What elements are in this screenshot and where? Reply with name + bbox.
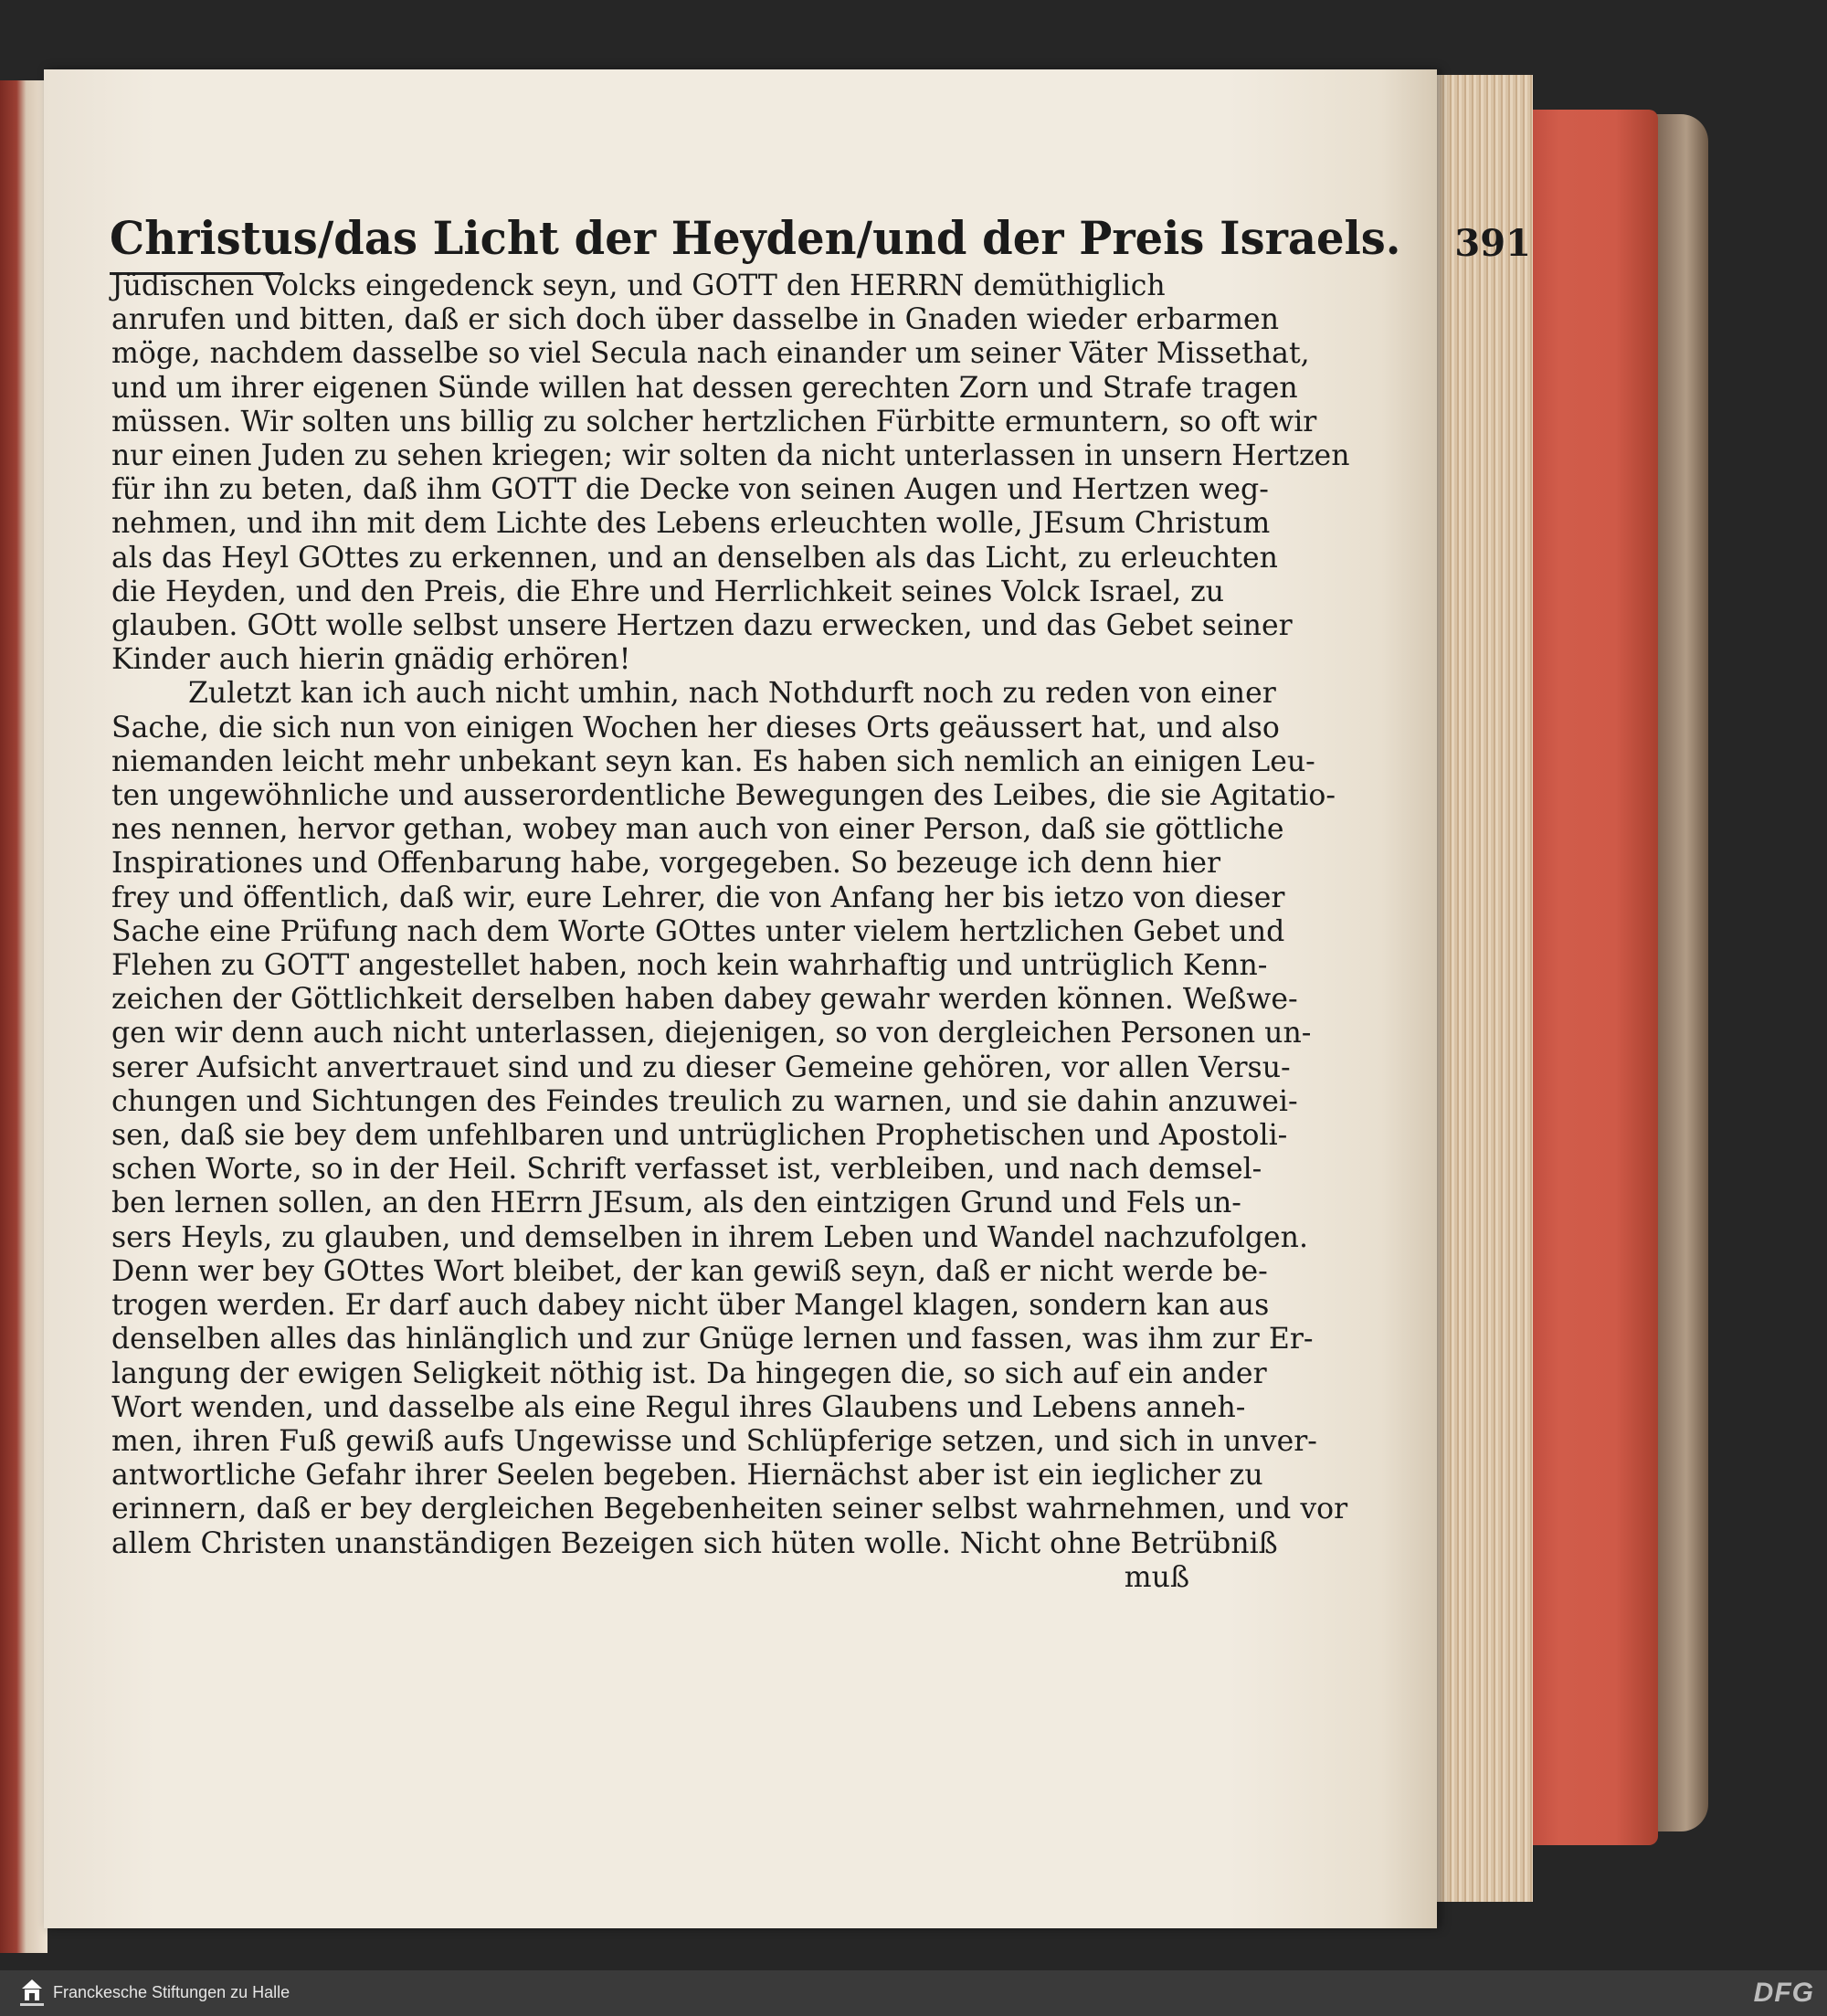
text-line: men, ihren Fuß gewiß aufs Ungewisse und Schlüpferige setzen, und sich in unver- [111, 1424, 1317, 1458]
text-line: Kinder auch hierin gnädig erhören! [111, 643, 631, 677]
text-line: ben lernen sollen, an den HErrn JEsum, als den eintzigen Grund und Fels un- [111, 1187, 1241, 1220]
text-line: ten ungewöhnliche und ausserordentliche Bewegungen des Leibes, die sie Agitatio- [111, 779, 1336, 813]
viewer-footer [0, 1970, 1827, 2016]
text-line: als das Heyl GOttes zu erkennen, und an denselben als das Licht, zu erleuchten [111, 541, 1278, 575]
text-line: gen wir denn auch nicht unterlassen, diejenigen, so von dergleichen Personen un- [111, 1017, 1312, 1050]
text-line: Wort wenden, und dasselbe als eine Regul ihres Glaubens und Lebens anneh- [111, 1390, 1246, 1424]
text-line: möge, nachdem dasselbe so viel Secula nach einander um seiner Väter Missethat, [111, 337, 1310, 371]
text-line: nes nennen, hervor gethan, wobey man auch von einer Person, daß sie göttliche [111, 813, 1284, 847]
text-line: schen Worte, so in der Heil. Schrift verfasset ist, verbleiben, und nach demsel- [111, 1153, 1262, 1187]
page-number: 391 [1454, 222, 1531, 265]
text-line: erinnern, daß er bey dergleichen Begebenheiten seiner selbst wahrnehmen, und vor [111, 1493, 1348, 1526]
text-line: denselben alles das hinlänglich und zur Gnüge lernen und fassen, was ihm zur Er- [111, 1323, 1314, 1356]
text-line: sers Heyls, zu glauben, und demselben in ihrem Leben und Wandel nachzufolgen. [111, 1220, 1308, 1254]
text-line: Denn wer bey GOttes Wort bleibet, der kan gewiß seyn, daß er nicht werde be- [111, 1254, 1268, 1288]
text-line: zeichen der Göttlichkeit derselben haben dabey gewahr werden können. Weßwe- [111, 983, 1298, 1017]
text-line: für ihn zu beten, daß ihm GOTT die Decke von seinen Augen und Hertzen weg- [111, 473, 1269, 507]
text-line: die Heyden, und den Preis, die Ehre und Herrlichkeit seines Volck Israel, zu [111, 575, 1225, 608]
text-line: Flehen zu GOTT angestellet haben, noch kein wahrhaftig und untrüglich Kenn- [111, 949, 1268, 983]
paragraph-start-line: Zuletzt kan ich auch nicht umhin, nach Nothdurft noch zu reden von einer [188, 677, 1276, 711]
text-line: langung der ewigen Seligkeit nöthig ist. Da hingegen die, so sich auf ein ander [111, 1356, 1267, 1390]
text-line: serer Aufsicht anvertrauet sind und zu dieser Gemeine gehören, vor allen Versu- [111, 1050, 1291, 1084]
text-line: niemanden leicht mehr unbekant seyn kan. Es haben sich nemlich an einigen Leu- [111, 744, 1315, 778]
institution-name: Franckesche Stiftungen zu Halle [53, 1983, 290, 2001]
text-line: müssen. Wir solten uns billig zu solcher hertzlichen Fürbitte ermuntern, so oft wir [111, 405, 1317, 438]
text-line: antwortliche Gefahr ihrer Seelen begeben. Hiernächst aber ist ein ieglicher zu [111, 1459, 1263, 1493]
text-line: sen, daß sie bey dem unfehlbaren und untrüglichen Prophetischen und Apostoli- [111, 1119, 1288, 1153]
text-line: Sache eine Prüfung nach dem Worte GOttes unter vielem hertzlichen Gebet und [111, 914, 1285, 948]
text-line: chungen und Sichtungen des Feindes treulich zu warnen, und sie dahin anzuwei- [111, 1084, 1298, 1118]
red-page-edges [1516, 110, 1658, 1845]
page-stack [1432, 75, 1533, 1902]
catchword: muß [1124, 1560, 1189, 1594]
text-line: Inspirationes und Offenbarung habe, vorgegeben. So bezeuge ich denn hier [111, 847, 1221, 881]
text-line: Sache, die sich nun von einigen Wochen her dieses Orts geäussert hat, und also [111, 711, 1280, 744]
text-line: nehmen, und ihn mit dem Lichte des Lebens erleuchten wolle, JEsum Christum [111, 507, 1271, 541]
text-line: nur einen Juden zu sehen kriegen; wir solten da nicht unterlassen in unsern Hertzen [111, 439, 1350, 473]
institution-logo-icon [15, 1976, 49, 2011]
left-book-edge [0, 80, 48, 1953]
text-line: Jüdischen Volcks eingedenck seyn, und GOTT den HERRN demüthiglich [111, 269, 1166, 302]
running-title: Christus/das Licht der Heyden/und der Preis Israels. [110, 211, 1401, 265]
dfg-logo: DFG [1753, 1978, 1814, 2008]
text-line: trogen werden. Er darf auch dabey nicht über Mangel klagen, sondern kan aus [111, 1289, 1270, 1323]
running-header [110, 183, 1531, 265]
text-line: allem Christen unanständigen Bezeigen sich hüten wolle. Nicht ohne Betrübniß [111, 1526, 1278, 1560]
text-line: anrufen und bitten, daß er sich doch über dasselbe in Gnaden wieder erbarmen [111, 303, 1279, 337]
text-line: glauben. GOtt wolle selbst unsere Hertzen dazu erwecken, und das Gebet seiner [111, 609, 1293, 643]
body-text [111, 269, 1350, 1595]
text-line: frey und öffentlich, daß wir, eure Lehrer, die von Anfang her bis ietzo von dieser [111, 881, 1285, 914]
text-line: und um ihrer eigenen Sünde willen hat dessen gerechten Zorn und Strafe tragen [111, 371, 1298, 405]
